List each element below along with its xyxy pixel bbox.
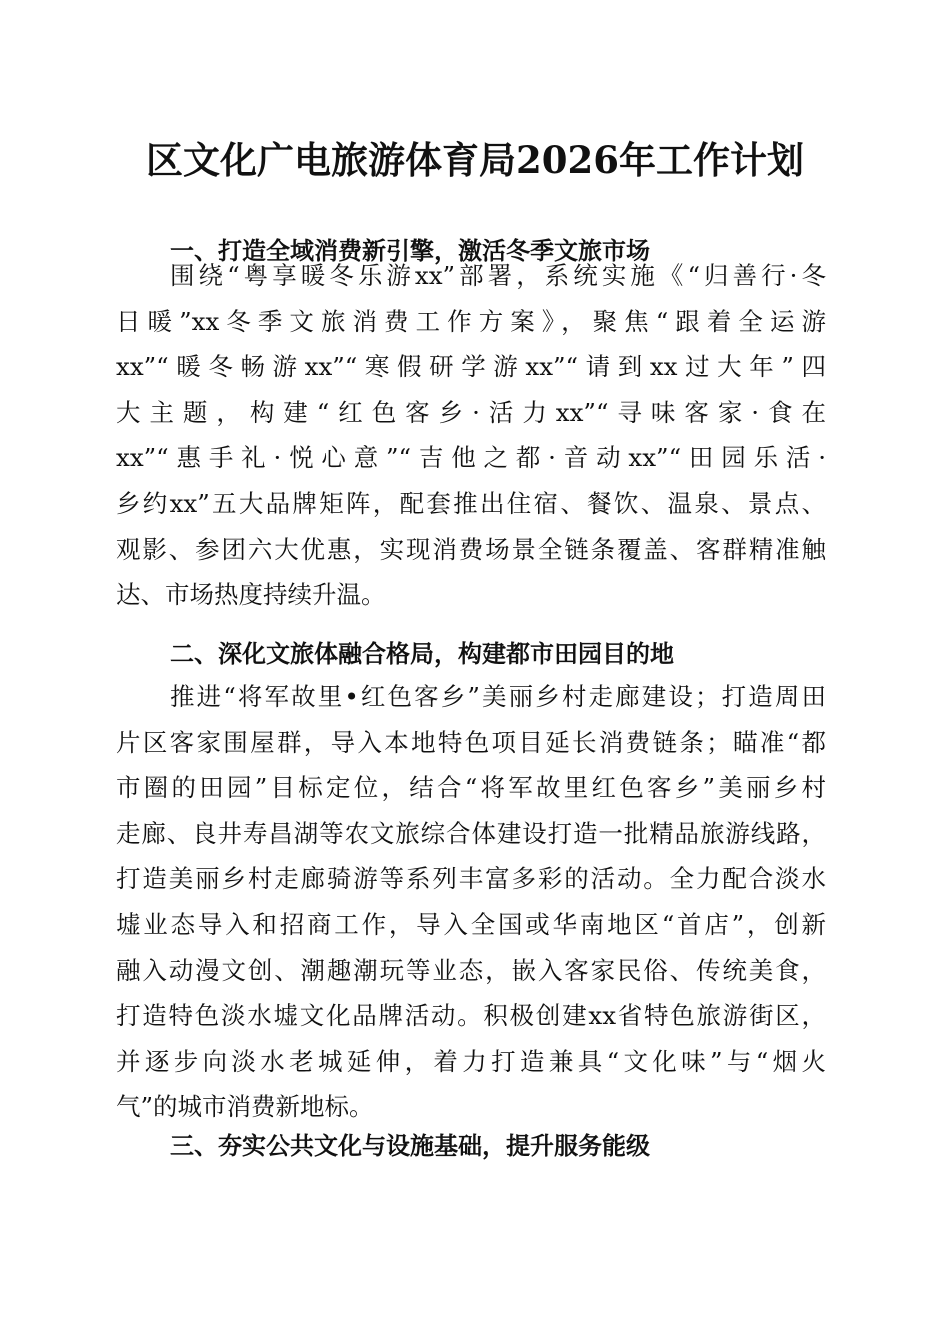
- paragraph-line: 走廊、良井寿昌湖等农文旅综合体建设打造一批精品旅游线路，: [116, 818, 826, 848]
- section-heading-2: 二、深化文旅体融合格局，构建都市田园目的地: [170, 640, 674, 668]
- section-2-paragraph: [116, 674, 826, 1130]
- paragraph-line: 市圈的田园”目标定位，结合“将军故里红色客乡”美丽乡村: [116, 773, 826, 803]
- paragraph-line: xx”“惠手礼·悦心意”“吉他之都·音动xx”“田园乐活·: [116, 443, 826, 473]
- document-title: 区文化广电旅游体育局2026年工作计划: [146, 138, 804, 182]
- paragraph-line: 气”的城市消费新地标。: [116, 1092, 374, 1122]
- paragraph-line: 片区客家围屋群，导入本地特色项目延长消费链条；瞄准“都: [116, 727, 826, 757]
- paragraph-line: 乡约xx”五大品牌矩阵，配套推出住宿、餐饮、温泉、景点、: [116, 488, 826, 518]
- section-heading-3: 三、夯实公共文化与设施基础，提升服务能级: [170, 1132, 650, 1160]
- paragraph-line: 围绕“粤享暖冬乐游xx”部署，系统实施《“归善行·冬: [170, 261, 826, 290]
- paragraph-line: 大主题，构建“红色客乡·活力xx”“寻味客家·食在: [116, 397, 826, 427]
- section-heading-1: 一、打造全域消费新引擎，激活冬季文旅市场: [170, 237, 650, 265]
- paragraph-line: 达、市场热度持续升温。: [116, 580, 386, 610]
- paragraph-line: 打造特色淡水墟文化品牌活动。积极创建xx省特色旅游街区，: [116, 1001, 826, 1031]
- paragraph-line: xx”“暖冬畅游xx”“寒假研学游xx”“请到xx过大年”四: [116, 352, 826, 382]
- paragraph-line: 墟业态导入和招商工作，导入全国或华南地区“首店”，创新: [116, 909, 826, 939]
- section-1-paragraph: [116, 253, 826, 618]
- paragraph-line: 并逐步向淡水老城延伸，着力打造兼具“文化味”与“烟火: [116, 1046, 826, 1076]
- paragraph-line: 观影、参团六大优惠，实现消费场景全链条覆盖、客群精准触: [116, 534, 826, 564]
- paragraph-line: 日暖”xx冬季文旅消费工作方案》，聚焦“跟着全运游: [116, 306, 826, 336]
- paragraph-line: 推进“将军故里•红色客乡”美丽乡村走廊建设；打造周田: [170, 682, 826, 711]
- paragraph-line: 打造美丽乡村走廊骑游等系列丰富多彩的活动。全力配合淡水: [116, 864, 826, 894]
- paragraph-line: 融入动漫文创、潮趣潮玩等业态，嵌入客家民俗、传统美食，: [116, 955, 826, 985]
